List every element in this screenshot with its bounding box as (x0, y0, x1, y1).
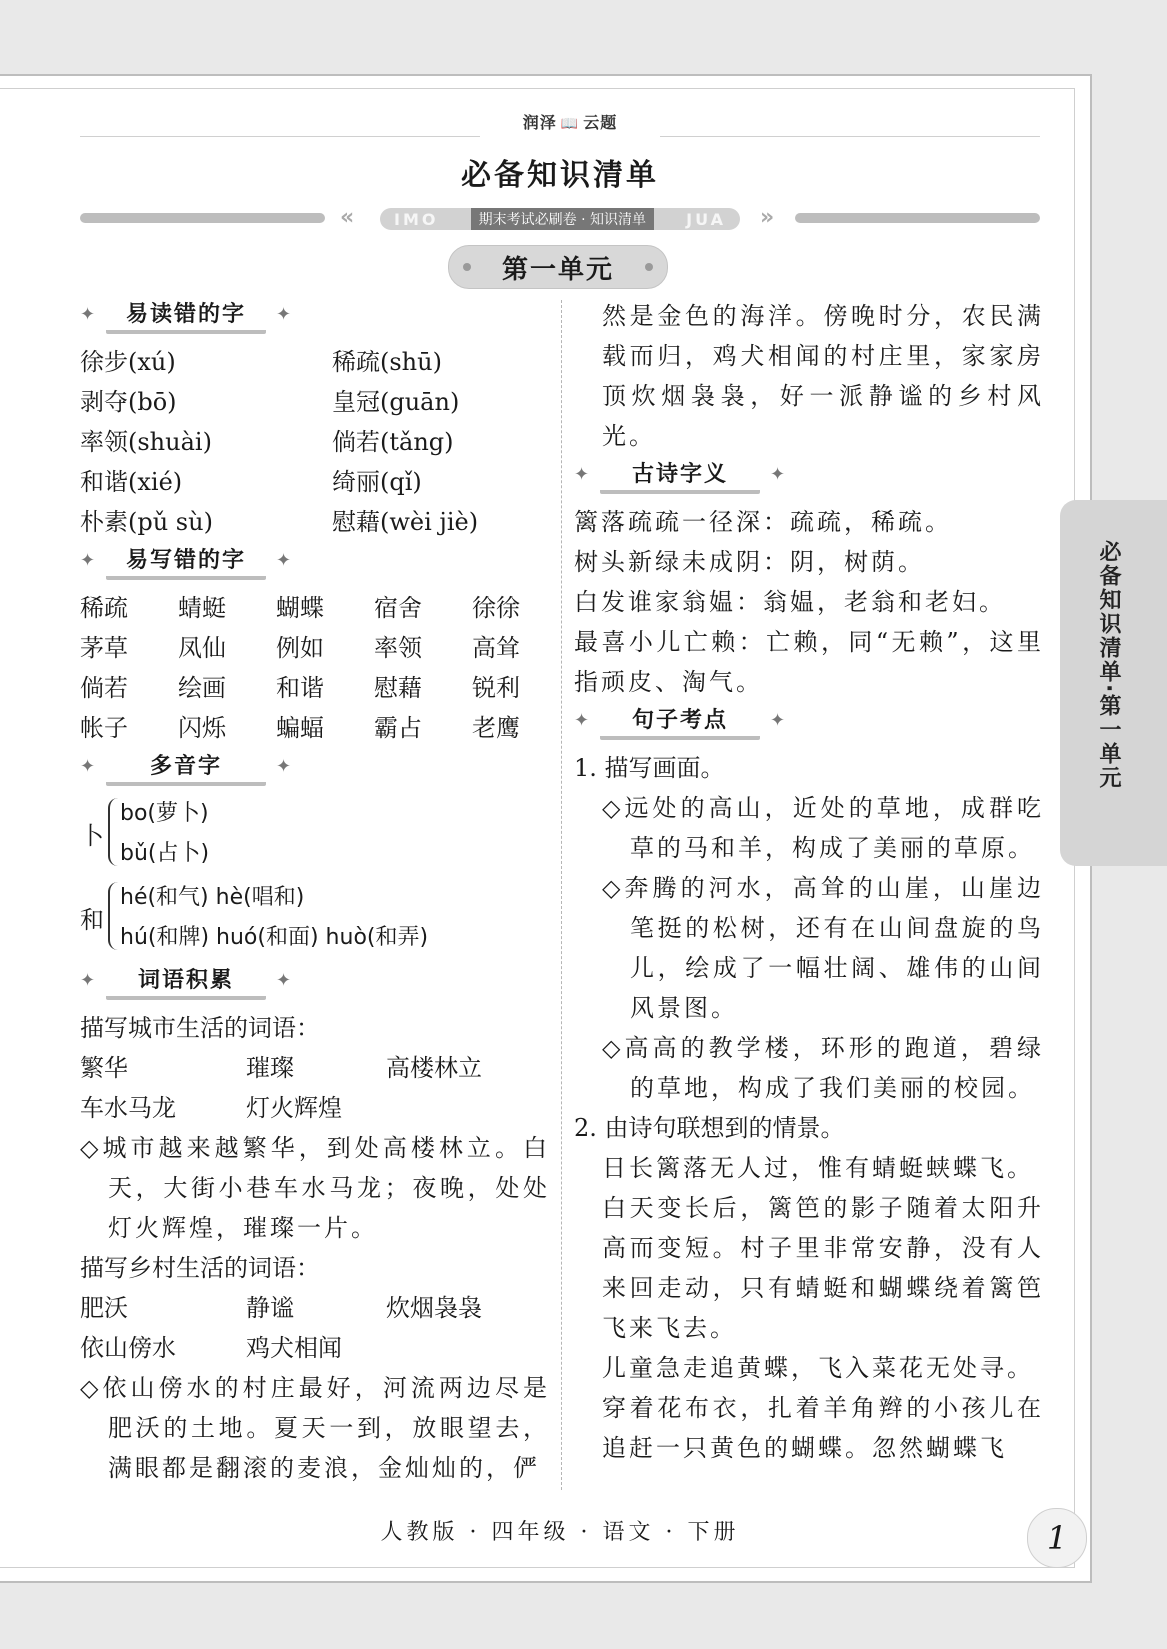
brand-right: 云题 (583, 113, 618, 132)
polyphone-entry (80, 794, 550, 878)
poem-gloss: 树头新绿未成阴：阴，树荫。 (574, 548, 925, 576)
right-column (574, 296, 1044, 1468)
book-icon: 📖 (560, 116, 580, 132)
band-center-text: 期末考试必刷卷 · 知识清单 (471, 208, 654, 230)
page-number: 1 (1027, 1508, 1087, 1568)
word-item: 宿舍 (374, 594, 422, 622)
polyphone-char: 和 (80, 906, 104, 934)
word-item: 绘画 (178, 674, 226, 702)
column-divider (561, 300, 562, 1490)
sparkle-icon: ✦ (574, 710, 592, 731)
polyphone-reading: bǔ(占卜) (120, 841, 210, 866)
dot-icon (645, 263, 653, 271)
poem-gloss: 最喜小儿亡赖：亡赖，同“无赖”，这里指顽皮、淘气。 (574, 628, 1044, 696)
vocab-row (80, 1048, 550, 1088)
vocab-word: 鸡犬相闻 (246, 1334, 342, 1362)
example-paragraph: ◇依山傍水的村庄最好，河流两边尽是肥沃的土地。夏天一到，放眼望去，满眼都是翻滚的麦浪，金灿灿的，俨 (80, 1374, 550, 1482)
poem-gloss: 篱落疏疏一径深：疏疏，稀疏。 (574, 508, 952, 536)
pinyin-item: 皇冠(guān) (332, 388, 460, 416)
vocab-intro: 描写乡村生活的词语： (80, 1254, 320, 1282)
vocab-word: 灯火辉煌 (246, 1094, 342, 1122)
vocab-row (80, 1288, 550, 1328)
section-heading (574, 704, 1044, 744)
example-paragraph: ◇高高的教学楼，环形的跑道，碧绿的草地，构成了我们美丽的校园。 (602, 1034, 1044, 1102)
vocab-row (80, 1328, 550, 1368)
poem-description: 穿着花布衣，扎着羊角辫的小孩儿在追赶一只黄色的蝴蝶。忽然蝴蝶飞 (602, 1394, 1044, 1462)
poem-description: 白天变长后，篱笆的影子随着太阳升高而变短。村子里非常安静，没有人来回走动，只有蜻蜓和蝴蝶绕着篱笆飞来飞去。 (602, 1194, 1044, 1342)
pinyin-item: 朴素(pǔ sù) (80, 508, 213, 536)
word-item: 例如 (276, 634, 324, 662)
section-heading (80, 964, 550, 1004)
sparkle-icon: ✦ (770, 464, 788, 485)
poem-gloss: 白发谁家翁媪：翁媪，老翁和老妇。 (574, 588, 1006, 616)
word-item: 蝴蝶 (276, 594, 324, 622)
pinyin-item: 倘若(tǎng) (332, 428, 454, 456)
sparkle-icon: ✦ (276, 550, 294, 571)
brace-icon (108, 798, 120, 866)
poem-line: 日长篱落无人过，惟有蜻蜓蛱蝶飞。 (602, 1154, 1034, 1182)
section-heading (80, 750, 550, 790)
brand-logo (490, 110, 650, 133)
vocab-word: 繁华 (80, 1054, 128, 1082)
sparkle-icon: ✦ (80, 304, 98, 325)
vocab-word: 依山傍水 (80, 1334, 176, 1362)
pinyin-item: 和谐(xié) (80, 468, 183, 496)
word-item: 霸占 (374, 714, 422, 742)
section-heading (80, 298, 550, 338)
brace-icon (108, 882, 120, 950)
word-item: 老鹰 (472, 714, 520, 742)
sparkle-icon: ✦ (276, 970, 294, 991)
section-title: 多音字 (106, 752, 266, 786)
header-rule-left (80, 136, 480, 137)
sparkle-icon: ✦ (80, 756, 98, 777)
chevron-right-icon: » (760, 205, 775, 230)
vocab-row (80, 1088, 550, 1128)
left-column (80, 296, 550, 1488)
band-right-text: JUA (686, 209, 726, 229)
point-title: 1. 描写画面。 (574, 754, 725, 782)
word-item: 蝙蝠 (276, 714, 324, 742)
word-item: 慰藉 (374, 674, 422, 702)
word-item: 闪烁 (178, 714, 226, 742)
sparkle-icon: ✦ (276, 304, 294, 325)
pinyin-item: 率领(shuài) (80, 428, 212, 456)
band-center (380, 208, 740, 230)
vocab-intro: 描写城市生活的词语： (80, 1014, 320, 1042)
word-item: 和谐 (276, 674, 324, 702)
word-item: 帐子 (80, 714, 128, 742)
band-right-bar (795, 213, 1040, 223)
example-paragraph: ◇城市越来越繁华，到处高楼林立。白天，大街小巷车水马龙；夜晚，处处灯火辉煌，璀璨一片。 (80, 1134, 550, 1242)
section-title: 古诗字义 (600, 460, 760, 494)
word-item: 稀疏 (80, 594, 128, 622)
pinyin-item: 剥夺(bō) (80, 388, 177, 416)
vocab-word: 车水马龙 (80, 1094, 176, 1122)
chevron-left-icon: « (340, 205, 355, 230)
continued-paragraph: 然是金色的海洋。傍晚时分，农民满载而归，鸡犬相闻的村庄里，家家房顶炊烟袅袅，好一派静谧的乡村风光。 (602, 302, 1044, 450)
sparkle-icon: ✦ (80, 550, 98, 571)
word-item: 徐徐 (472, 594, 520, 622)
vocab-word: 肥沃 (80, 1294, 128, 1322)
section-title: 句子考点 (600, 706, 760, 740)
pinyin-item: 徐步(xú) (80, 348, 176, 376)
word-item: 茅草 (80, 634, 128, 662)
word-item: 高耸 (472, 634, 520, 662)
pinyin-item: 稀疏(shū) (332, 348, 442, 376)
sparkle-icon: ✦ (80, 970, 98, 991)
unit-heading (448, 245, 668, 289)
side-tab-label: 必备知识清单·第一单元 (1096, 540, 1121, 791)
polyphone-reading: hé(和气) hè(唱和) (120, 885, 305, 910)
section-title: 易读错的字 (106, 300, 266, 334)
sparkle-icon: ✦ (770, 710, 788, 731)
band-left-text: IMO (394, 209, 439, 229)
unit-title: 第一单元 (501, 254, 614, 285)
vocab-word: 静谧 (246, 1294, 294, 1322)
example-paragraph: ◇奔腾的河水，高耸的山崖，山崖边笔挺的松树，还有在山间盘旋的鸟儿，绘成了一幅壮阔、雄伟的山间风景图。 (602, 874, 1044, 1022)
pinyin-list (80, 342, 550, 542)
polyphone-char: 卜 (80, 822, 104, 850)
poem-line: 儿童急走追黄蝶，飞入菜花无处寻。 (602, 1354, 1034, 1382)
word-item: 凤仙 (178, 634, 226, 662)
vocab-word: 炊烟袅袅 (386, 1294, 482, 1322)
polyphone-reading: hú(和牌) huó(和面) huò(和弄) (120, 925, 429, 950)
page-title: 必备知识清单 (461, 158, 659, 193)
footer-edition: 人教版 · 四年级 · 语文 · 下册 (380, 1520, 740, 1545)
word-item: 锐利 (472, 674, 520, 702)
word-list (80, 588, 550, 748)
pinyin-item: 慰藉(wèi jiè) (332, 508, 479, 536)
vocab-word: 高楼林立 (386, 1054, 482, 1082)
vocab-word: 璀璨 (246, 1054, 294, 1082)
header-rule-right (660, 136, 1040, 137)
sparkle-icon: ✦ (574, 464, 592, 485)
polyphone-entry (80, 878, 550, 962)
word-item: 倘若 (80, 674, 128, 702)
section-heading (574, 458, 1044, 498)
pinyin-item: 绮丽(qǐ) (332, 468, 422, 496)
sparkle-icon: ✦ (276, 756, 294, 777)
polyphone-reading: bo(萝卜) (120, 801, 209, 826)
word-item: 蜻蜓 (178, 594, 226, 622)
section-title: 易写错的字 (106, 546, 266, 580)
section-heading (80, 544, 550, 584)
example-paragraph: ◇远处的高山，近处的草地，成群吃草的马和羊，构成了美丽的草原。 (602, 794, 1044, 862)
brand-left: 润泽 (522, 113, 557, 132)
point-title: 2. 由诗句联想到的情景。 (574, 1114, 845, 1142)
dot-icon (463, 263, 471, 271)
section-title: 词语积累 (106, 966, 266, 1000)
band-left-bar (80, 213, 325, 223)
word-item: 率领 (374, 634, 422, 662)
